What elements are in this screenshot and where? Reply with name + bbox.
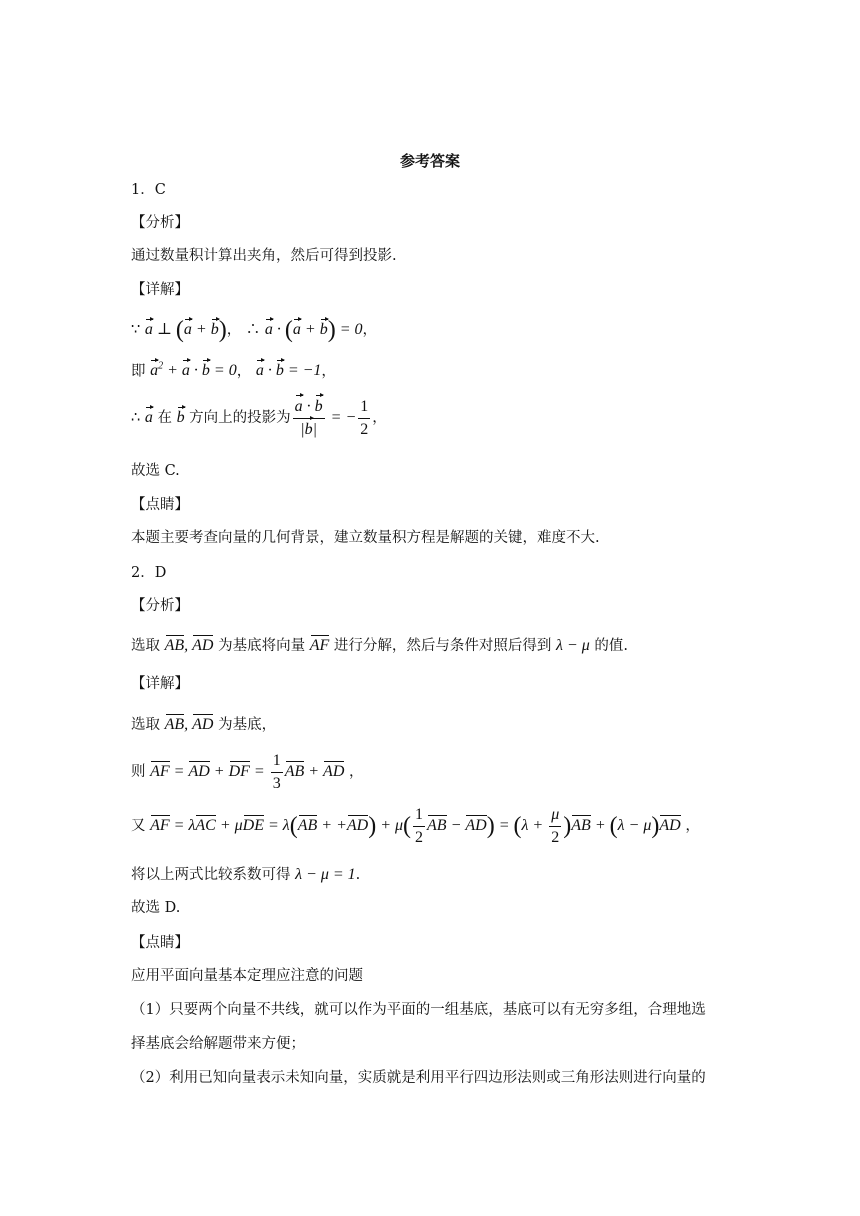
therefore-symbol: ∴ [245, 322, 261, 338]
q2-analysis-text: 选取 AB, AD 为基底将向量 AF 进行分解，然后与条件对照后得到 λ − μ 的值. [131, 637, 628, 654]
q1-conclusion: 故选 C. [131, 463, 180, 479]
q2-comment-2: （2）利用已知向量表示未知向量，实质就是利用平行四边形法则或三角形法则进行向量的 [131, 1070, 706, 1086]
q1-step1: ∵ a ⊥ (a + b)， ∴ a · (a + b) = 0， [131, 317, 377, 343]
q2-comment-1a: （1）只要两个向量不共线，就可以作为平面的一组基底，基底可以有无穷多组，合理地选 [131, 1002, 706, 1018]
q1-analysis-text: 通过数量积计算出夹角，然后可得到投影. [131, 248, 397, 264]
q1-number: 1．C [131, 182, 166, 198]
page-title: 参考答案 [399, 152, 460, 170]
q1-step2: 即 $a^2 + a \cdot b = 0$， a · b = −1， [131, 361, 336, 380]
q2-step4: 将以上两式比较系数可得 λ − μ = 1. [131, 866, 361, 883]
q2-number: 2．D [131, 565, 167, 581]
q2-comment-1b: 择基底会给解题带来方便； [131, 1036, 305, 1052]
q1-step3: ∴ a 在 b 方向上的投影为 $\frac{a \cdot b}{|b|}$ = − $\frac{1}{2}$ ， [131, 398, 387, 438]
q1-comment-label: 【点睛】 [131, 497, 189, 513]
q2-conclusion: 故选 D. [131, 900, 181, 916]
q2-step2: 则 AF = AD + DF = $\frac{1}{3}$ AB + AD ， [131, 752, 364, 792]
q2-step1: 选取 AB, AD 为基底， [131, 716, 277, 733]
q2-step3: 又 AF = λAC + μDE = λ(AB + +AD) + μ( $\frac{1}{2}$ AB − AD) = (λ + $\frac{\mu}{2}$ )AB + (λ − μ)AD ， [131, 806, 700, 846]
because-symbol: ∵ [131, 322, 141, 338]
q2-comment-label: 【点睛】 [131, 935, 189, 951]
q1-analysis-label: 【分析】 [131, 215, 189, 231]
q2-analysis-label: 【分析】 [131, 598, 189, 614]
q1-comment-text: 本题主要考查向量的几何背景，建立数量积方程是解题的关键，难度不大. [131, 530, 600, 546]
q2-comment-title: 应用平面向量基本定理应注意的问题 [131, 968, 363, 984]
q2-detail-label: 【详解】 [131, 676, 189, 692]
q1-detail-label: 【详解】 [131, 282, 189, 298]
